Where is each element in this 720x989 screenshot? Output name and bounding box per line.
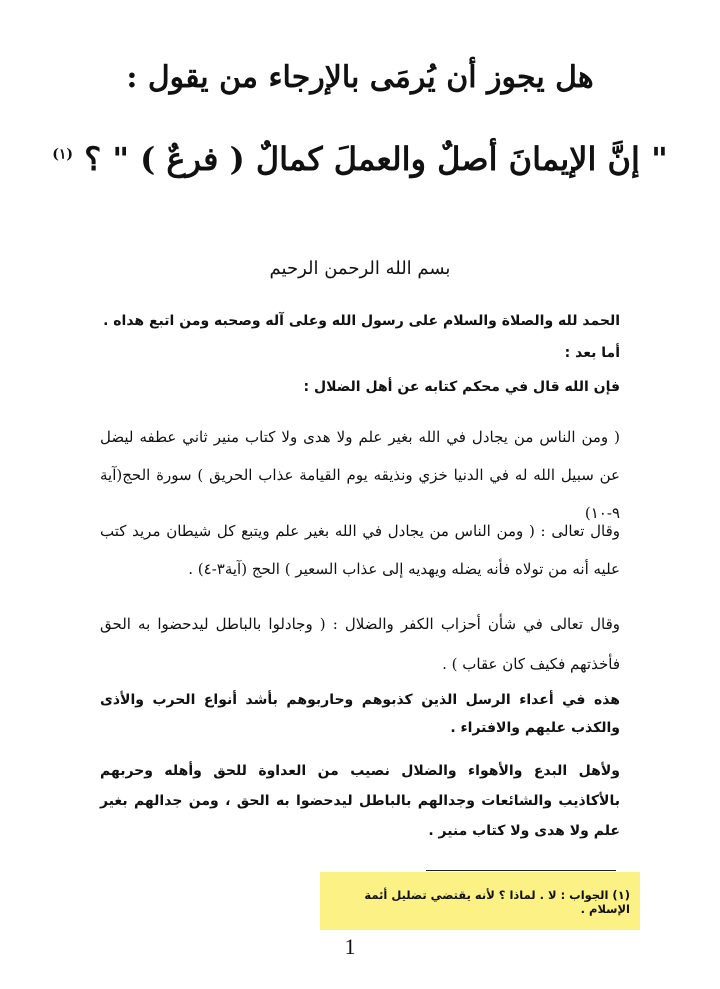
page-number: 1 [344, 934, 356, 959]
paragraph-people-of-innovation: ولأهل البدع والأهواء والضلال نصيب من العداوة للحق وأهله وحربهم بالأكاذيب والشائعات وجدالهم بالباطل ليدحضوا به الحق ، ومن جدالهم بغير علم ولا هدى ولا كتاب منير . [100, 763, 620, 839]
basmala: بسم الله الرحمن الرحيم [269, 258, 451, 279]
opening-praise: الحمد لله والصلاة والسلام على رسول الله وعلى آله وصحبه ومن اتبع هداه . [103, 313, 620, 329]
title-footnote-marker: (١) [52, 146, 74, 163]
intro-line: فإن الله قال في محكم كتابه عن أهل الضلال : [303, 379, 620, 395]
amma-baad: أما بعد : [564, 345, 620, 361]
title-line-2 [20, 140, 700, 178]
footnote: (١) الجواب : لا . لماذا ؟ لأنه يقتضي تضليل أئمة الإسلام . [364, 888, 630, 916]
verse-al-hajj-9-10: ( ومن الناس من يجادل في الله بغير علم ولا هدى ولا كتاب منير ثاني عطفه ليضل عن سبيل الله له في الدنيا خزي ونذيقه يوم القيامة عذاب الحريق ) سورة الحج(آية ٩-١٠) [100, 428, 620, 522]
paragraph-enemies-of-messengers: هذه في أعداء الرسل الذين كذبوهم وحاربوهم بأشد أنواع الحرب والأذى والكذب عليهم والافتراء . [100, 692, 620, 736]
verse-al-hajj-3-4: وقال تعالى : ( ومن الناس من يجادل في الله بغير علم ويتبع كل شيطان مريد كتب عليه أنه من تولاه فأنه يضله ويهديه إلى عذاب السعير ) الحج (آية٣-٤) . [100, 522, 620, 578]
title-line-1: هل يجوز أن يُرمَى بالإرجاء من يقول : [126, 60, 594, 95]
title-line-2-text: " إنَّ الإيمانَ أصلٌ والعملَ كمالٌ ( فرعٌ ) " ؟ [84, 140, 668, 178]
verse-ghafir: وقال تعالى في شأن أحزاب الكفر والضلال : ( وجادلوا بالباطل ليدحضوا به الحق فأخذتهم فكيف كان عقاب ) . [100, 615, 620, 673]
footnote-separator [426, 870, 616, 871]
